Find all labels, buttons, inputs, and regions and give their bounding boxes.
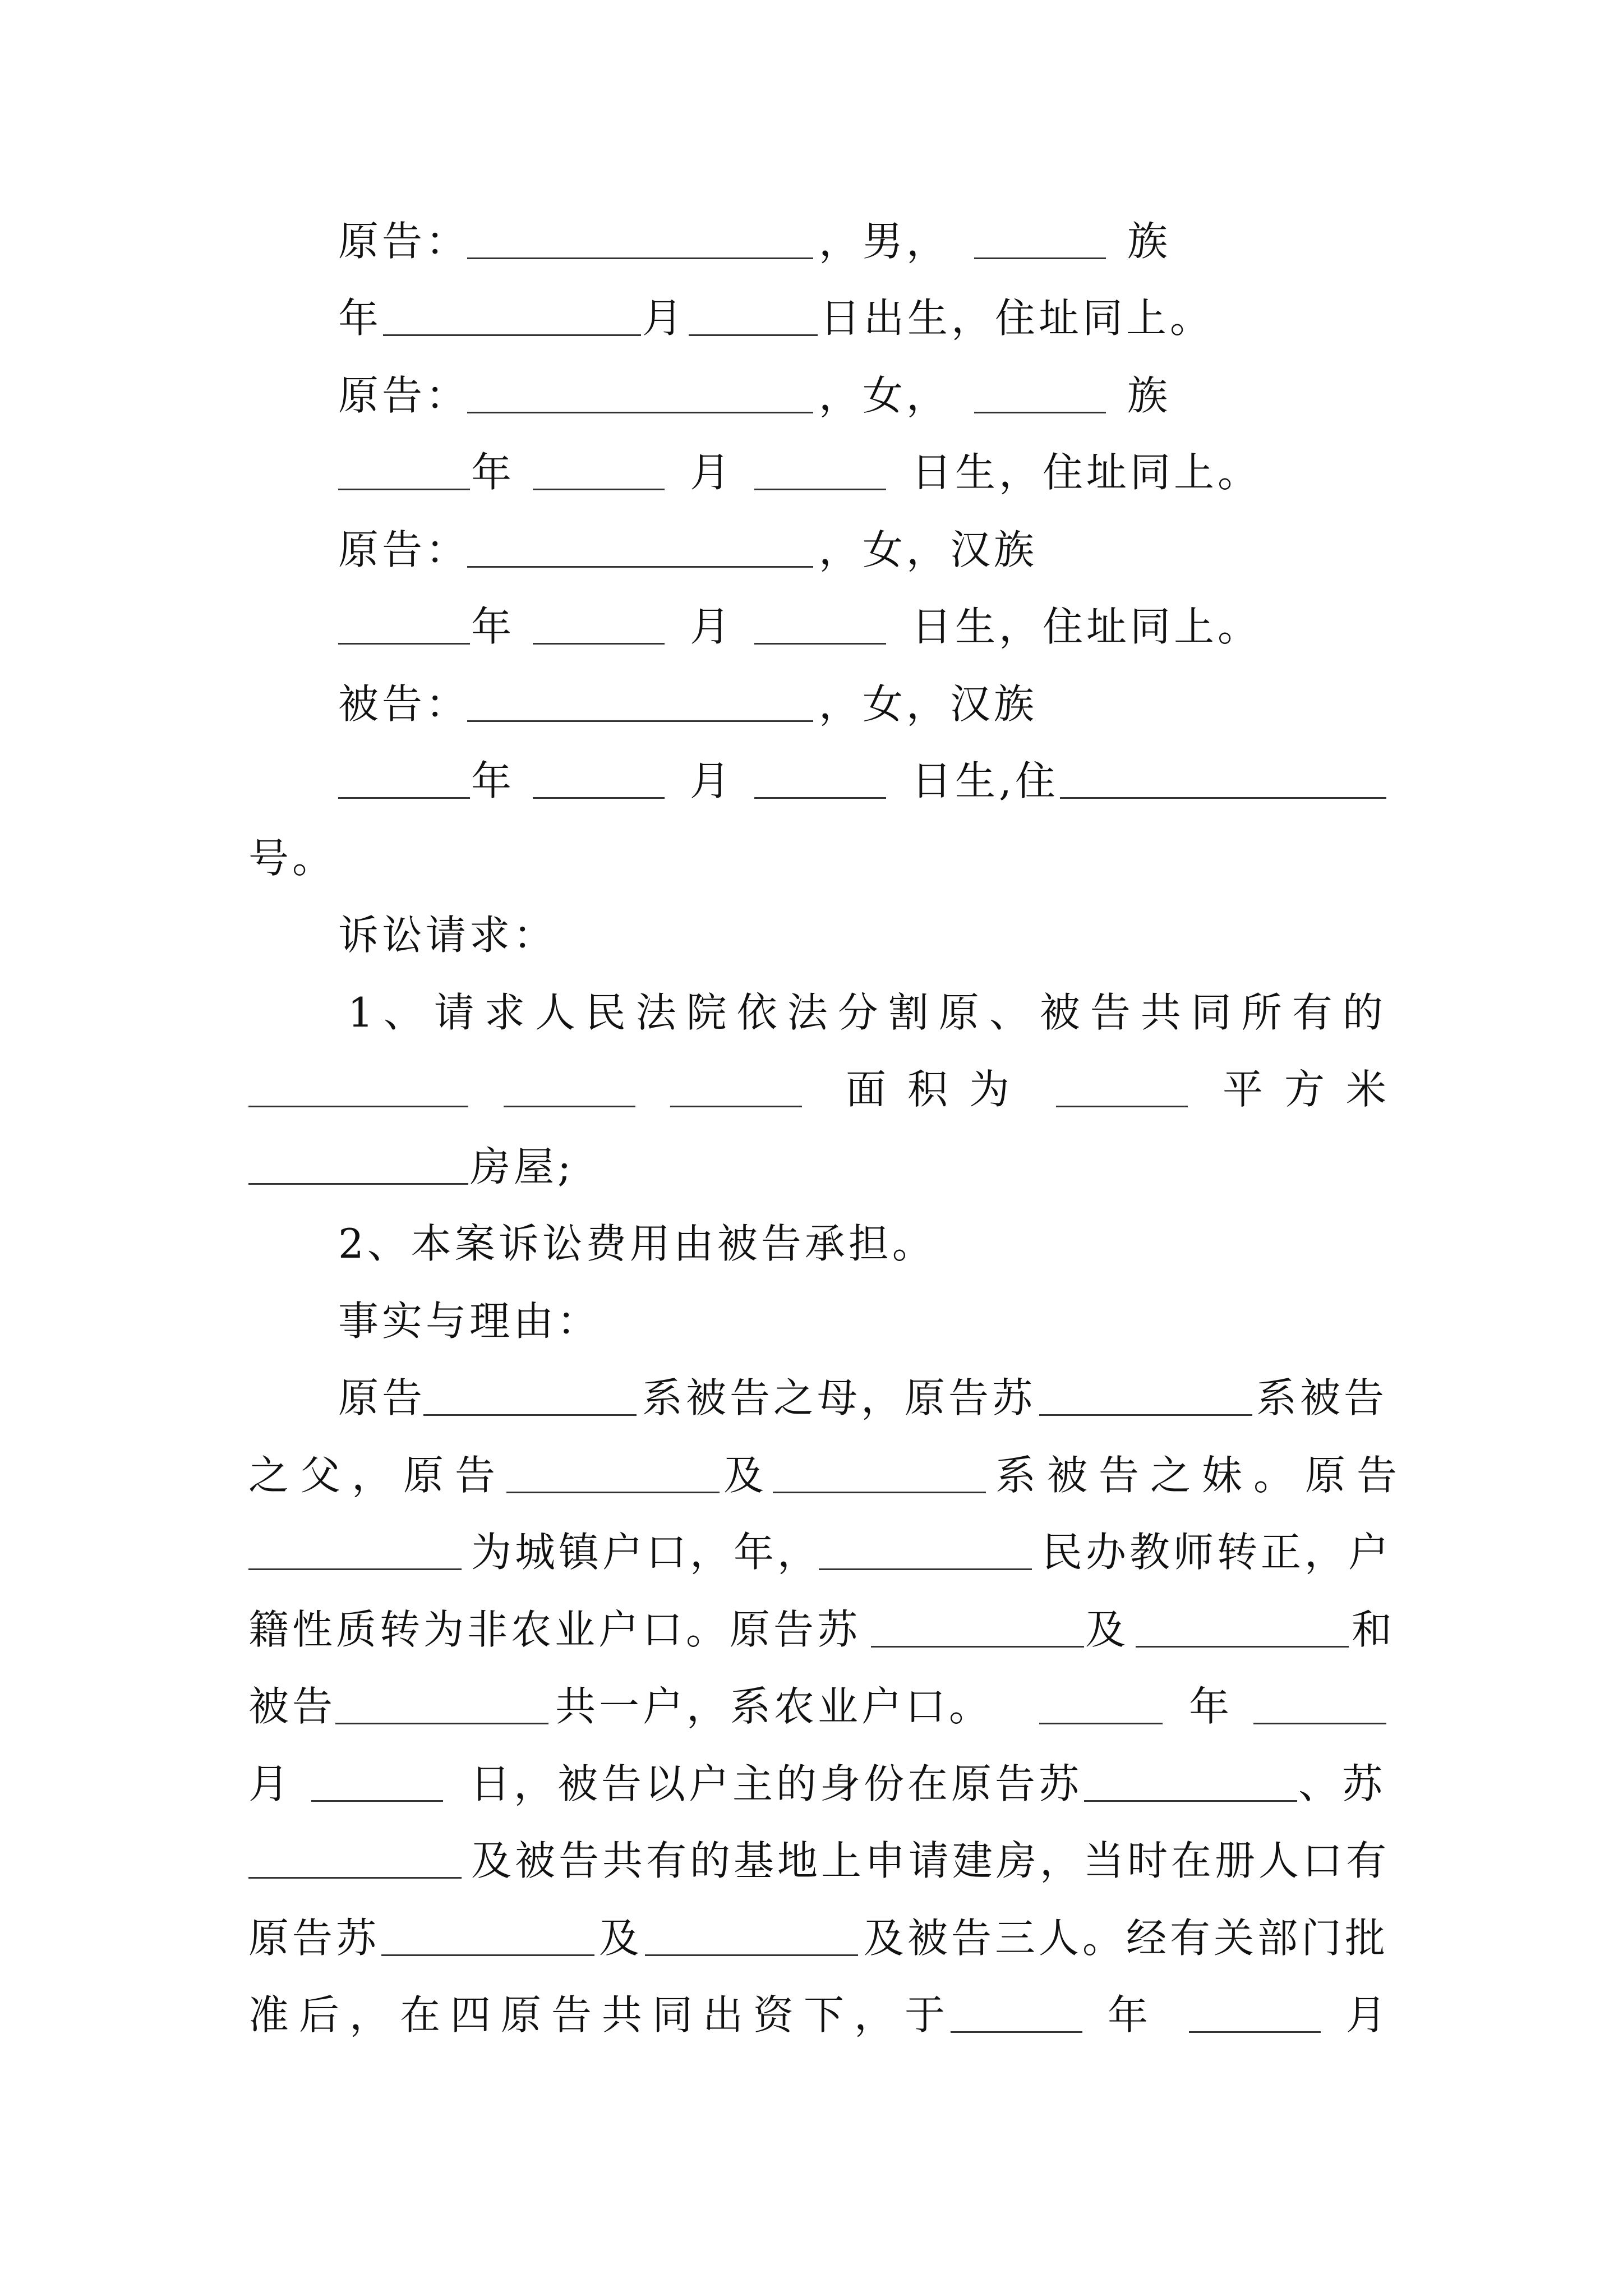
blank-house-type [248, 1183, 468, 1185]
facts-heading-line [0, 1287, 1623, 1355]
claim-1-text: 1、请求人民法院依法分割原、被告共同所有的 [348, 989, 1393, 1036]
plaintiff-3-line [0, 516, 1623, 583]
blank-name [335, 1723, 548, 1724]
blank-location [248, 1106, 468, 1107]
fact-text: 被告 [248, 1683, 336, 1730]
gender-text: ，男， [819, 218, 951, 265]
fact-text: 之父，原告 [248, 1452, 507, 1499]
month-text: 月 [690, 449, 734, 496]
claims-heading: 诉讼请求： [338, 912, 557, 959]
ethnicity-suffix: 族 [1127, 372, 1172, 419]
year-text: 年 [471, 449, 515, 496]
blank-name [381, 1954, 594, 1956]
blank-name [467, 412, 813, 413]
fact-text: 及 [1085, 1606, 1129, 1653]
facts-line-2 [0, 1442, 1623, 1509]
year-text: 年 [338, 295, 382, 342]
blank-name [467, 566, 813, 568]
fact-text: 日，被告以户主的身份在原告苏 [470, 1760, 1083, 1807]
blank-ethnicity [974, 412, 1106, 413]
fact-text: 民办教师转正，户 [1042, 1529, 1393, 1576]
claim-2-line [0, 1210, 1623, 1277]
blank-day [754, 643, 886, 645]
fact-text: 月 [1346, 1991, 1390, 2039]
blank-name [467, 257, 813, 259]
facts-line-7 [0, 1827, 1623, 1894]
month-text: 月 [690, 757, 734, 804]
blank-year [951, 2031, 1082, 2033]
blank-year [338, 797, 470, 799]
area-text: 面积为 [846, 1066, 1031, 1113]
fact-text: 系被告之母，原告苏 [642, 1374, 1036, 1421]
claim-1-area-line [0, 1056, 1623, 1123]
facts-line-3 [0, 1519, 1623, 1586]
blank-name [1084, 1800, 1297, 1802]
blank-name [1136, 1646, 1349, 1648]
blank-number [670, 1106, 802, 1107]
facts-line-9 [0, 1981, 1623, 2049]
blank-month [1189, 2031, 1321, 2033]
label-plaintiff: 原告： [338, 526, 470, 573]
blank-street [504, 1106, 635, 1107]
number-suffix: 号。 [248, 835, 336, 882]
blank-day [311, 1800, 443, 1802]
defendant-line [0, 670, 1623, 738]
blank-day [754, 797, 886, 799]
facts-line-4 [0, 1596, 1623, 1663]
fact-text: 和 [1352, 1606, 1396, 1653]
blank-name [467, 720, 813, 722]
blank-name [819, 1568, 1032, 1570]
fact-text: 、苏 [1298, 1760, 1386, 1807]
blank-name [248, 1877, 462, 1879]
fact-text: 及被告共有的基地上申请建房，当时在册人口有 [471, 1837, 1390, 1884]
square-meter-text: 平方米 [1223, 1066, 1408, 1113]
house-text: 房屋; [470, 1143, 575, 1190]
gender-ethnicity-text: ，女，汉族 [819, 680, 1038, 728]
facts-line-6 [0, 1750, 1623, 1818]
label-plaintiff: 原告： [338, 372, 470, 419]
fact-text: 系被告之妹。原告 [995, 1452, 1409, 1499]
defendant-birth-line [0, 747, 1623, 815]
fact-text: 月 [248, 1760, 293, 1807]
blank-month [533, 643, 665, 645]
plaintiff-2-line [0, 362, 1623, 429]
plaintiff-1-line [0, 208, 1623, 275]
blank-name [248, 1568, 462, 1570]
fact-text: 及 [723, 1452, 768, 1499]
blank-ethnicity [974, 257, 1106, 259]
claim-1-house-line [0, 1133, 1623, 1200]
fact-text: 共一户，系农业户口。 [555, 1683, 993, 1730]
fact-text: 原告苏 [248, 1915, 380, 1962]
year-text: 年 [471, 757, 515, 804]
ethnicity-suffix: 族 [1127, 218, 1172, 265]
blank-area [1056, 1106, 1188, 1107]
facts-line-1 [0, 1364, 1623, 1432]
fact-text: 系被告 [1256, 1374, 1388, 1421]
claims-heading-line [0, 901, 1623, 969]
plaintiff-3-birth-line [0, 593, 1623, 660]
birth-address-text: 日生,住 [911, 757, 1059, 804]
blank-year [338, 643, 470, 645]
blank-name [423, 1414, 637, 1416]
fact-text: 籍性质转为非农业户口。原告苏 [248, 1606, 861, 1653]
blank-name [506, 1492, 720, 1493]
label-plaintiff: 原告： [338, 218, 470, 265]
claim-1-line [0, 979, 1623, 1046]
month-text: 月 [690, 603, 734, 650]
birth-address-text: 日生，住址同上。 [911, 449, 1262, 496]
blank-year [338, 489, 470, 490]
fact-text: 为城镇户口，年， [471, 1529, 822, 1576]
fact-text: 原告 [338, 1374, 426, 1421]
fact-text: 年 [1108, 1991, 1152, 2039]
gender-text: ，女， [819, 372, 951, 419]
fact-text: 及 [599, 1915, 643, 1962]
label-defendant: 被告： [338, 680, 470, 728]
blank-month [533, 797, 665, 799]
blank-month [533, 489, 665, 490]
address-number-line [0, 825, 1623, 892]
blank-address [1060, 797, 1386, 799]
claim-2-text: 2、本案诉讼费用由被告承担。 [338, 1220, 936, 1267]
facts-line-8 [0, 1904, 1623, 1972]
plaintiff-2-birth-line [0, 439, 1623, 506]
birth-address-text: 日出生，住址同上。 [820, 295, 1214, 342]
blank-month [689, 334, 818, 336]
plaintiff-1-birth-line [0, 284, 1623, 352]
blank-year [1039, 1723, 1163, 1724]
blank-month [1253, 1723, 1386, 1724]
month-text: 月 [642, 295, 686, 342]
facts-line-5 [0, 1673, 1623, 1740]
facts-heading: 事实与理由： [338, 1297, 601, 1345]
blank-day [754, 489, 886, 490]
gender-ethnicity-text: ，女，汉族 [819, 526, 1038, 573]
fact-text: 准后，在四原告共同出资下，于 [248, 1991, 956, 2039]
blank-name [645, 1954, 858, 1956]
birth-address-text: 日生，住址同上。 [911, 603, 1262, 650]
fact-text: 及被告三人。经有关部门批 [864, 1915, 1389, 1962]
fact-text: 年 [1189, 1683, 1233, 1730]
year-text: 年 [471, 603, 515, 650]
blank-year [383, 334, 641, 336]
blank-name [1039, 1414, 1252, 1416]
blank-name [871, 1646, 1084, 1648]
blank-name [773, 1492, 986, 1493]
